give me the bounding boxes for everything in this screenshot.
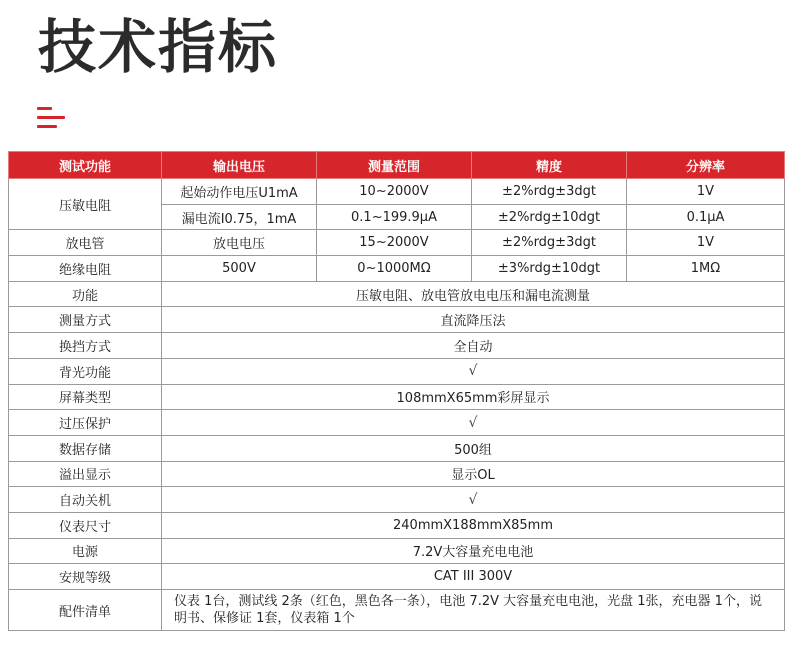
check-mark-icon: √ (162, 487, 785, 513)
header-cell: 测试功能 (9, 152, 162, 179)
table-row (9, 487, 785, 513)
row-label: 自动关机 (9, 487, 162, 513)
table-cell: 0.1μA (627, 204, 785, 230)
table-row (9, 230, 785, 256)
table-cell: ±2%rdg±3dgt (472, 179, 627, 205)
header-cell: 测量范围 (317, 152, 472, 179)
table-row (9, 384, 785, 410)
table-cell: 放电电压 (162, 230, 317, 256)
table-cell: 漏电流I0.75，1mA (162, 204, 317, 230)
table-cell: CAT III 300V (162, 564, 785, 590)
row-label: 溢出显示 (9, 461, 162, 487)
table-cell: 500V (162, 256, 317, 282)
row-label: 压敏电阻 (9, 179, 162, 230)
row-label: 配件清单 (9, 590, 162, 631)
table-cell: 压敏电阻、放电管放电电压和漏电流测量 (162, 281, 785, 307)
row-label: 过压保护 (9, 410, 162, 436)
table-row (9, 435, 785, 461)
row-label: 放电管 (9, 230, 162, 256)
table-cell: 108mmX65mm彩屏显示 (162, 384, 785, 410)
table-cell: ±3%rdg±10dgt (472, 256, 627, 282)
table-row (9, 358, 785, 384)
header-cell: 输出电压 (162, 152, 317, 179)
row-label: 电源 (9, 538, 162, 564)
table-row (9, 281, 785, 307)
table-cell: 1MΩ (627, 256, 785, 282)
row-label: 功能 (9, 281, 162, 307)
row-label: 数据存储 (9, 435, 162, 461)
table-cell: 起始动作电压U1mA (162, 179, 317, 205)
table-row (9, 590, 785, 631)
table-cell: ±2%rdg±10dgt (472, 204, 627, 230)
table-row (9, 512, 785, 538)
check-mark-icon: √ (162, 410, 785, 436)
row-label: 绝缘电阻 (9, 256, 162, 282)
table-cell: 全自动 (162, 333, 785, 359)
table-cell: 15~2000V (317, 230, 472, 256)
row-label: 背光功能 (9, 358, 162, 384)
table-row (9, 538, 785, 564)
accessories-list: 仪表 1台，测试线 2条（红色，黑色各一条），电池 7.2V 大容量充电电池，光盘 1张，充电器 1个，说明书、保修证 1套，仪表箱 1个 (162, 590, 785, 631)
table-cell: 240mmX188mmX85mm (162, 512, 785, 538)
table-cell: 0.1~199.9μA (317, 204, 472, 230)
table-cell: 显示OL (162, 461, 785, 487)
table-cell: 7.2V大容量充电电池 (162, 538, 785, 564)
row-label: 屏幕类型 (9, 384, 162, 410)
row-label: 测量方式 (9, 307, 162, 333)
table-row (9, 564, 785, 590)
page-title: 技术指标 (38, 13, 279, 81)
table-cell: 500组 (162, 435, 785, 461)
table-row (9, 410, 785, 436)
table-cell: 10~2000V (317, 179, 472, 205)
table-row (9, 256, 785, 282)
table-cell: 1V (627, 179, 785, 205)
row-label: 换挡方式 (9, 333, 162, 359)
table-cell: 直流降压法 (162, 307, 785, 333)
table-row (9, 461, 785, 487)
table-cell: 1V (627, 230, 785, 256)
table-row (9, 307, 785, 333)
table-cell: ±2%rdg±3dgt (472, 230, 627, 256)
header-cell: 精度 (472, 152, 627, 179)
table-row (9, 333, 785, 359)
check-mark-icon: √ (162, 358, 785, 384)
table-cell: 0~1000MΩ (317, 256, 472, 282)
table-header-row (9, 152, 785, 179)
spec-table (8, 151, 785, 631)
table-row (9, 179, 785, 205)
menu-lines-icon (37, 107, 69, 131)
header-cell: 分辨率 (627, 152, 785, 179)
row-label: 仪表尺寸 (9, 512, 162, 538)
row-label: 安规等级 (9, 564, 162, 590)
